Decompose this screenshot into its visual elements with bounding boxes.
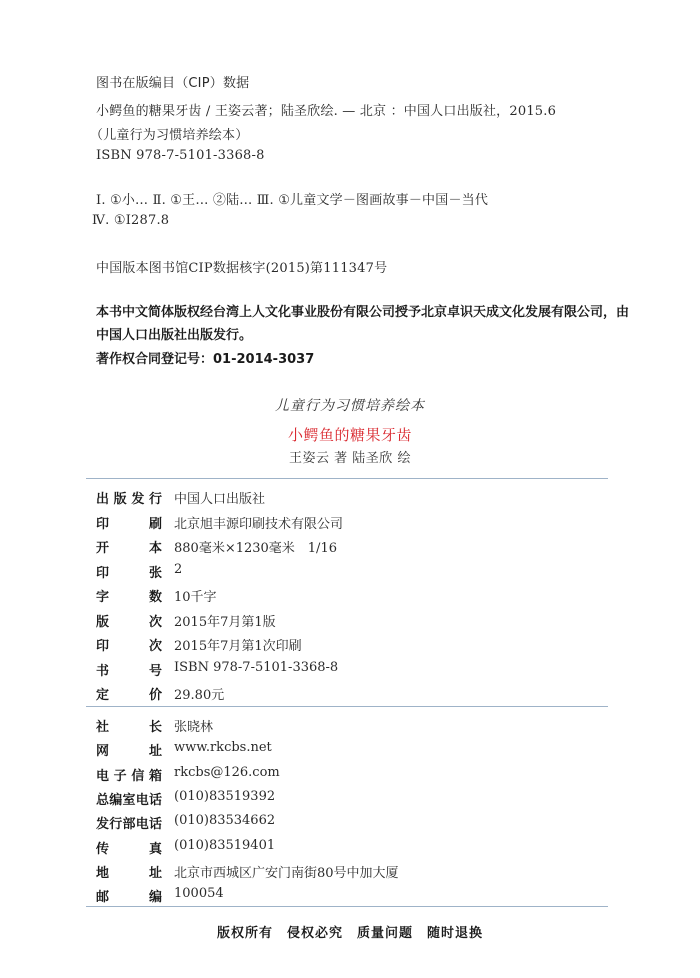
info-label: 版 次 <box>96 614 162 630</box>
cip-classification-line-2: Ⅳ. ①I287.8 <box>92 213 170 228</box>
info-value: rkcbs@126.com <box>174 764 280 780</box>
divider-middle <box>86 706 608 707</box>
info-value: 北京旭丰源印刷技术有限公司 <box>174 516 344 532</box>
info-value: (010)83534662 <box>174 813 276 829</box>
cip-classification-line-1: Ⅰ. ①小… Ⅱ. ①王… ②陆… Ⅲ. ①儿童文学－图画故事－中国－当代 <box>96 193 489 208</box>
info-value: 2015年7月第1版 <box>174 614 276 630</box>
footer-rights-statement: 版权所有 侵权必究 质量问题 随时退换 <box>216 926 483 941</box>
info-label: 印 张 <box>96 565 162 581</box>
info-value: 中国人口出版社 <box>174 492 266 507</box>
cip-series-line: （儿童行为习惯培养绘本） <box>90 128 249 143</box>
info-value: 北京市西城区广安门南街80号中加大厦 <box>174 865 399 881</box>
info-label: 印 刷 <box>96 516 162 532</box>
info-label: 字 数 <box>96 590 162 605</box>
info-value: (010)83519392 <box>174 788 276 804</box>
info-label: 邮 编 <box>96 890 162 906</box>
cip-verification-number: 中国版本图书馆CIP数据核字(2015)第111347号 <box>96 261 388 276</box>
info-label: 定 价 <box>96 688 162 703</box>
info-label: 书 号 <box>96 663 162 679</box>
info-value: 2 <box>174 561 183 577</box>
info-value: www.rkcbs.net <box>174 740 272 756</box>
info-label: 地 址 <box>96 865 162 881</box>
copyright-registration-number: 著作权合同登记号：01-2014-3037 <box>96 352 315 367</box>
cip-isbn-line: ISBN 978-7-5101-3368-8 <box>96 148 265 163</box>
cip-heading: 图书在版编目（CIP）数据 <box>96 76 250 91</box>
info-label: 网 址 <box>96 744 162 760</box>
series-title: 儿童行为习惯培养绘本 <box>275 398 425 414</box>
info-value: 880毫米×1230毫米 1/16 <box>174 541 337 556</box>
book-authors: 王姿云 著 陆圣欣 绘 <box>289 451 411 466</box>
info-value: ISBN 978-7-5101-3368-8 <box>174 659 339 675</box>
divider-top <box>86 478 608 479</box>
info-value: 10千字 <box>174 590 217 605</box>
info-value: 29.80元 <box>174 688 225 703</box>
info-label: 传 真 <box>96 841 162 857</box>
divider-bottom <box>86 906 608 907</box>
info-label: 总 编 室 电 话 <box>96 792 162 808</box>
info-value: 100054 <box>174 886 224 902</box>
info-value: 2015年7月第1次印刷 <box>174 639 302 654</box>
cip-bibliographic-line: 小鳄鱼的糖果牙齿 / 王姿云著；陆圣欣绘. — 北京 ：中国人口出版社，2015.6 <box>96 104 557 119</box>
info-label: 电 子 信 箱 <box>96 768 162 784</box>
info-value: 张晓林 <box>174 720 214 735</box>
info-label: 社 长 <box>96 720 162 735</box>
info-value: (010)83519401 <box>174 837 276 853</box>
info-label: 印 次 <box>96 639 162 654</box>
info-label: 开 本 <box>96 541 162 556</box>
copyright-notice-line-2: 中国人口出版社出版发行。 <box>96 328 253 343</box>
book-title: 小鳄鱼的糖果牙齿 <box>287 426 412 444</box>
info-label: 发 行 部 电 话 <box>96 817 162 833</box>
info-label: 出 版 发 行 <box>96 492 162 507</box>
copyright-notice-line-1: 本书中文简体版权经台湾上人文化事业股份有限公司授予北京卓识天成文化发展有限公司，由 <box>96 305 630 320</box>
